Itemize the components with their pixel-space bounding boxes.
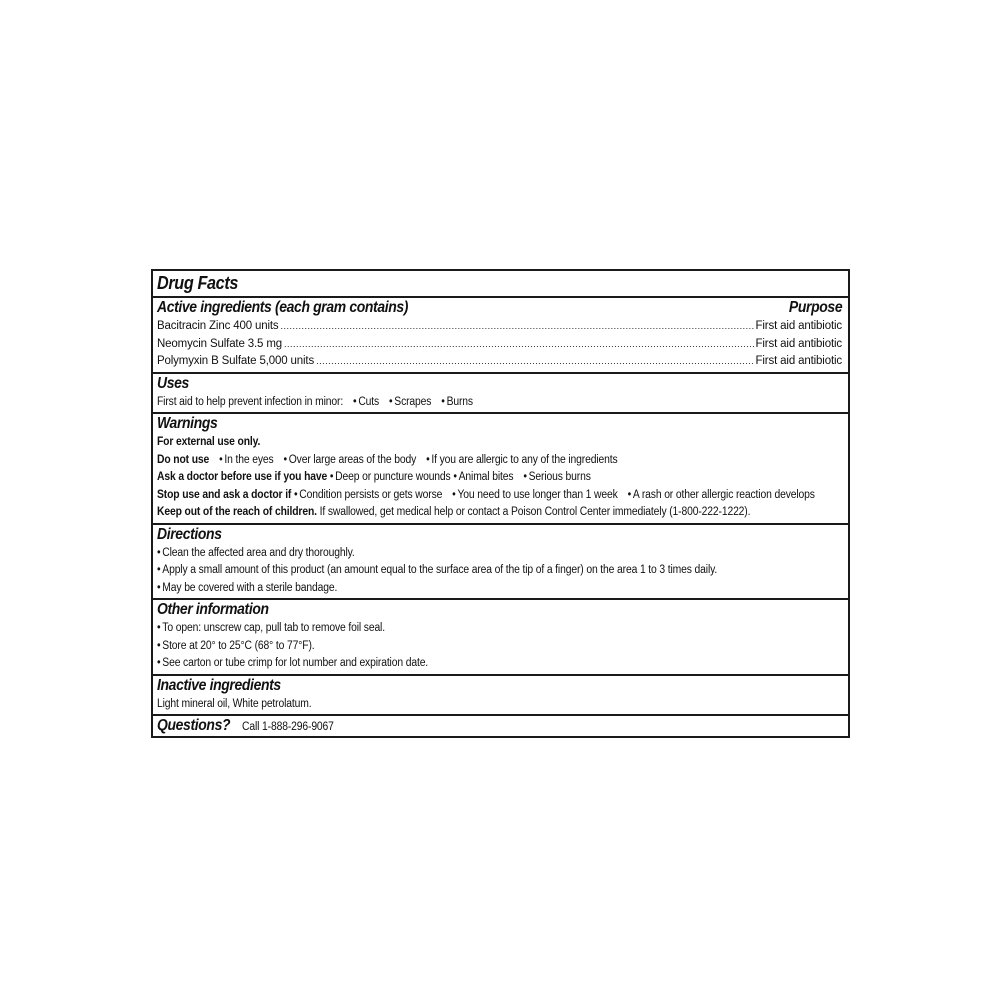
uses-item: Burns — [446, 395, 473, 408]
drug-facts-header — [153, 271, 848, 296]
keep-out-text: If swallowed, get medical help or contact a Poison Control Center immediately (1-800-222-1222). — [319, 506, 751, 518]
ingredient-purpose: First aid antibiotic — [755, 320, 842, 332]
active-ingredients-heading: Active ingredients (each gram contains) — [157, 299, 409, 316]
other-info-item-text: See carton or tube crimp for lot number and expiration date. — [162, 657, 429, 669]
do-not-use-item: In the eyes — [224, 453, 274, 466]
ingredient-row — [157, 318, 842, 336]
warnings-section — [153, 412, 848, 523]
ingredient-name: Polymyxin B Sulfate 5,000 units — [157, 355, 315, 367]
other-info-item — [157, 620, 841, 638]
ingredient-purpose: First aid antibiotic — [755, 355, 842, 367]
other-info-item-text: Store at 20° to 25°C (68° to 77°F). — [162, 639, 315, 652]
stop-use-item: A rash or other allergic reaction develops — [632, 488, 815, 501]
directions-item — [157, 562, 841, 580]
bullet-icon: • — [441, 395, 445, 408]
dot-leader — [316, 353, 753, 371]
stop-use-item: Condition persists or gets worse — [299, 488, 443, 501]
inactive-ingredients-heading: Inactive ingredients — [157, 676, 281, 694]
ingredient-name: Neomycin Sulfate 3.5 mg — [157, 337, 283, 350]
bullet-icon: • — [157, 657, 161, 669]
inactive-ingredients-text: Light mineral oil, White petrolatum. — [157, 697, 312, 710]
purpose-heading: Purpose — [788, 299, 842, 316]
bullet-icon: • — [426, 453, 430, 466]
do-not-use-line — [157, 452, 841, 470]
ingredient-name: Bacitracin Zinc 400 units — [157, 320, 279, 332]
directions-section — [153, 523, 848, 599]
other-info-item — [157, 638, 841, 656]
bullet-icon: • — [627, 488, 632, 501]
directions-item — [157, 580, 841, 598]
ask-doctor-label: Ask a doctor before use if you have — [157, 471, 328, 483]
other-info-item-text: To open: unscrew cap, pull tab to remove foil seal. — [162, 622, 385, 634]
keep-out-line — [157, 504, 841, 522]
bullet-icon: • — [157, 564, 161, 576]
uses-line — [157, 394, 841, 412]
other-information-section — [153, 598, 848, 674]
keep-out-label: Keep out of the reach of children. — [157, 506, 317, 518]
bullet-icon: • — [389, 395, 393, 408]
other-information-heading: Other information — [157, 601, 269, 618]
bullet-icon: • — [523, 471, 527, 483]
warnings-heading: Warnings — [157, 415, 218, 432]
bullet-icon: • — [157, 639, 161, 652]
stop-use-item: You need to use longer than 1 week — [457, 488, 618, 501]
bullet-icon: • — [219, 453, 223, 466]
active-ingredients-section — [153, 296, 848, 372]
questions-heading: Questions? — [157, 717, 231, 734]
drug-facts-panel — [151, 269, 850, 738]
ingredient-purpose: First aid antibiotic — [755, 337, 842, 350]
uses-heading: Uses — [157, 374, 189, 392]
uses-item: Scrapes — [394, 395, 432, 408]
ingredient-row — [157, 336, 842, 354]
directions-item-text: May be covered with a sterile bandage. — [162, 581, 338, 594]
bullet-icon: • — [157, 581, 161, 594]
ask-doctor-item: Serious burns — [528, 471, 591, 483]
do-not-use-label: Do not use — [157, 453, 210, 466]
drug-facts-title: Drug Facts — [157, 273, 239, 293]
directions-heading: Directions — [157, 525, 222, 543]
ask-doctor-item: Animal bites — [458, 471, 514, 483]
bullet-icon: • — [157, 622, 161, 634]
bullet-icon: • — [283, 453, 287, 466]
bullet-icon: • — [353, 395, 357, 408]
ask-doctor-line — [157, 469, 841, 487]
bullet-icon: • — [157, 546, 161, 559]
other-info-item — [157, 655, 841, 673]
directions-item-text: Apply a small amount of this product (an amount equal to the surface area of the tip of a finger) on the area 1 to 3 times daily. — [162, 564, 718, 576]
directions-item — [157, 545, 841, 563]
dot-leader — [284, 336, 753, 354]
dot-leader — [281, 318, 754, 336]
ingredient-row — [157, 353, 842, 371]
ask-doctor-item: Deep or puncture wounds — [335, 471, 451, 483]
stop-use-line — [157, 487, 841, 505]
questions-phone: Call 1-888-296-9067 — [242, 721, 335, 733]
bullet-icon: • — [293, 488, 298, 501]
questions-section — [153, 714, 848, 736]
do-not-use-item: Over large areas of the body — [288, 453, 417, 466]
bullet-icon: • — [453, 471, 457, 483]
uses-item: Cuts — [358, 395, 380, 408]
do-not-use-item: If you are allergic to any of the ingredients — [431, 453, 618, 466]
stop-use-label: Stop use and ask a doctor if — [157, 488, 292, 501]
uses-text: First aid to help prevent infection in minor: — [157, 395, 344, 408]
uses-section — [153, 372, 848, 413]
external-use-text: For external use only. — [157, 436, 261, 448]
external-use-line — [157, 434, 841, 452]
bullet-icon: • — [329, 471, 334, 483]
inactive-ingredients-section — [153, 674, 848, 715]
bullet-icon: • — [452, 488, 456, 501]
directions-item-text: Clean the affected area and dry thoroughly. — [162, 546, 355, 559]
